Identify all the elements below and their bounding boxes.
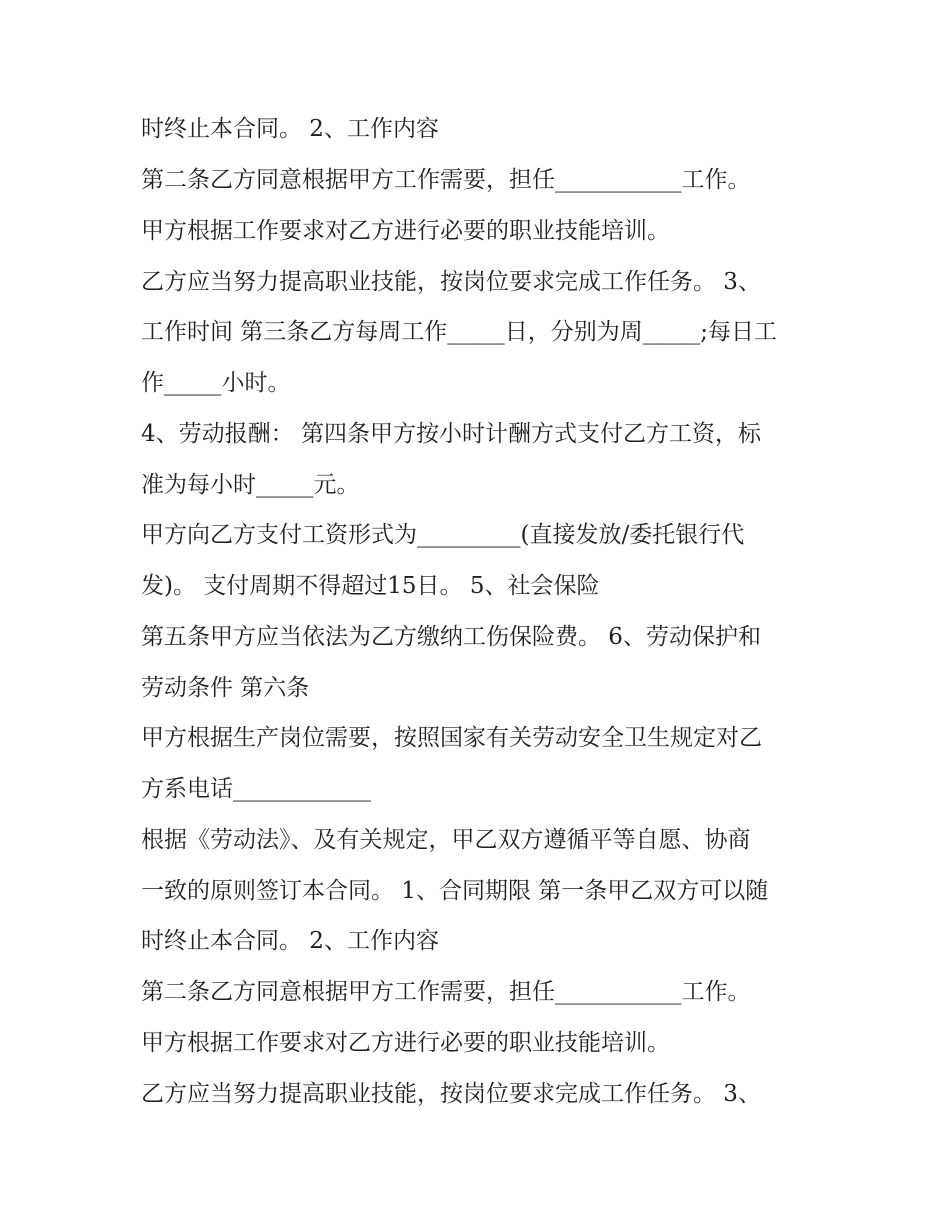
text-line: 发)。 支付周期不得超过15日。 5、社会保险	[141, 573, 600, 599]
text-line: 第五条甲方应当依法为乙方缴纳工伤保险费。 6、劳动保护和	[141, 624, 761, 650]
text-line: 准为每小时_____元。	[141, 472, 360, 498]
text-line: 甲方向乙方支付工资形式为_________(直接发放/委托银行代	[141, 522, 745, 548]
text-line: 乙方应当努力提高职业技能，按岗位要求完成工作任务。 3、	[141, 1081, 761, 1107]
text-line: 4、劳动报酬： 第四条甲方按小时计酬方式支付乙方工资，标	[141, 421, 761, 447]
text-line: 时终止本合同。 2、工作内容	[141, 928, 439, 954]
text-line: 甲方根据工作要求对乙方进行必要的职业技能培训。	[141, 218, 670, 244]
text-line: 乙方应当努力提高职业技能，按岗位要求完成工作任务。 3、	[141, 269, 761, 295]
text-line: 劳动条件 第六条	[141, 675, 310, 701]
text-line: 方系电话____________	[141, 776, 371, 802]
text-line: 根据《劳动法》、及有关规定，甲乙双方遵循平等自愿、协商	[141, 827, 751, 853]
text-line: 一致的原则签订本合同。 1、合同期限 第一条甲乙双方可以随	[141, 878, 769, 904]
text-line: 时终止本合同。 2、工作内容	[141, 116, 439, 142]
text-line: 甲方根据工作要求对乙方进行必要的职业技能培训。	[141, 1030, 670, 1056]
text-line: 第二条乙方同意根据甲方工作需要，担任___________工作。	[141, 979, 751, 1005]
text-line: 第二条乙方同意根据甲方工作需要，担任___________工作。	[141, 167, 751, 193]
text-line: 作_____小时。	[141, 370, 291, 396]
text-line: 甲方根据生产岗位需要，按照国家有关劳动安全卫生规定对乙	[141, 725, 762, 751]
text-line: 工作时间 第三条乙方每周工作_____日，分别为周_____;每日工	[141, 319, 778, 345]
